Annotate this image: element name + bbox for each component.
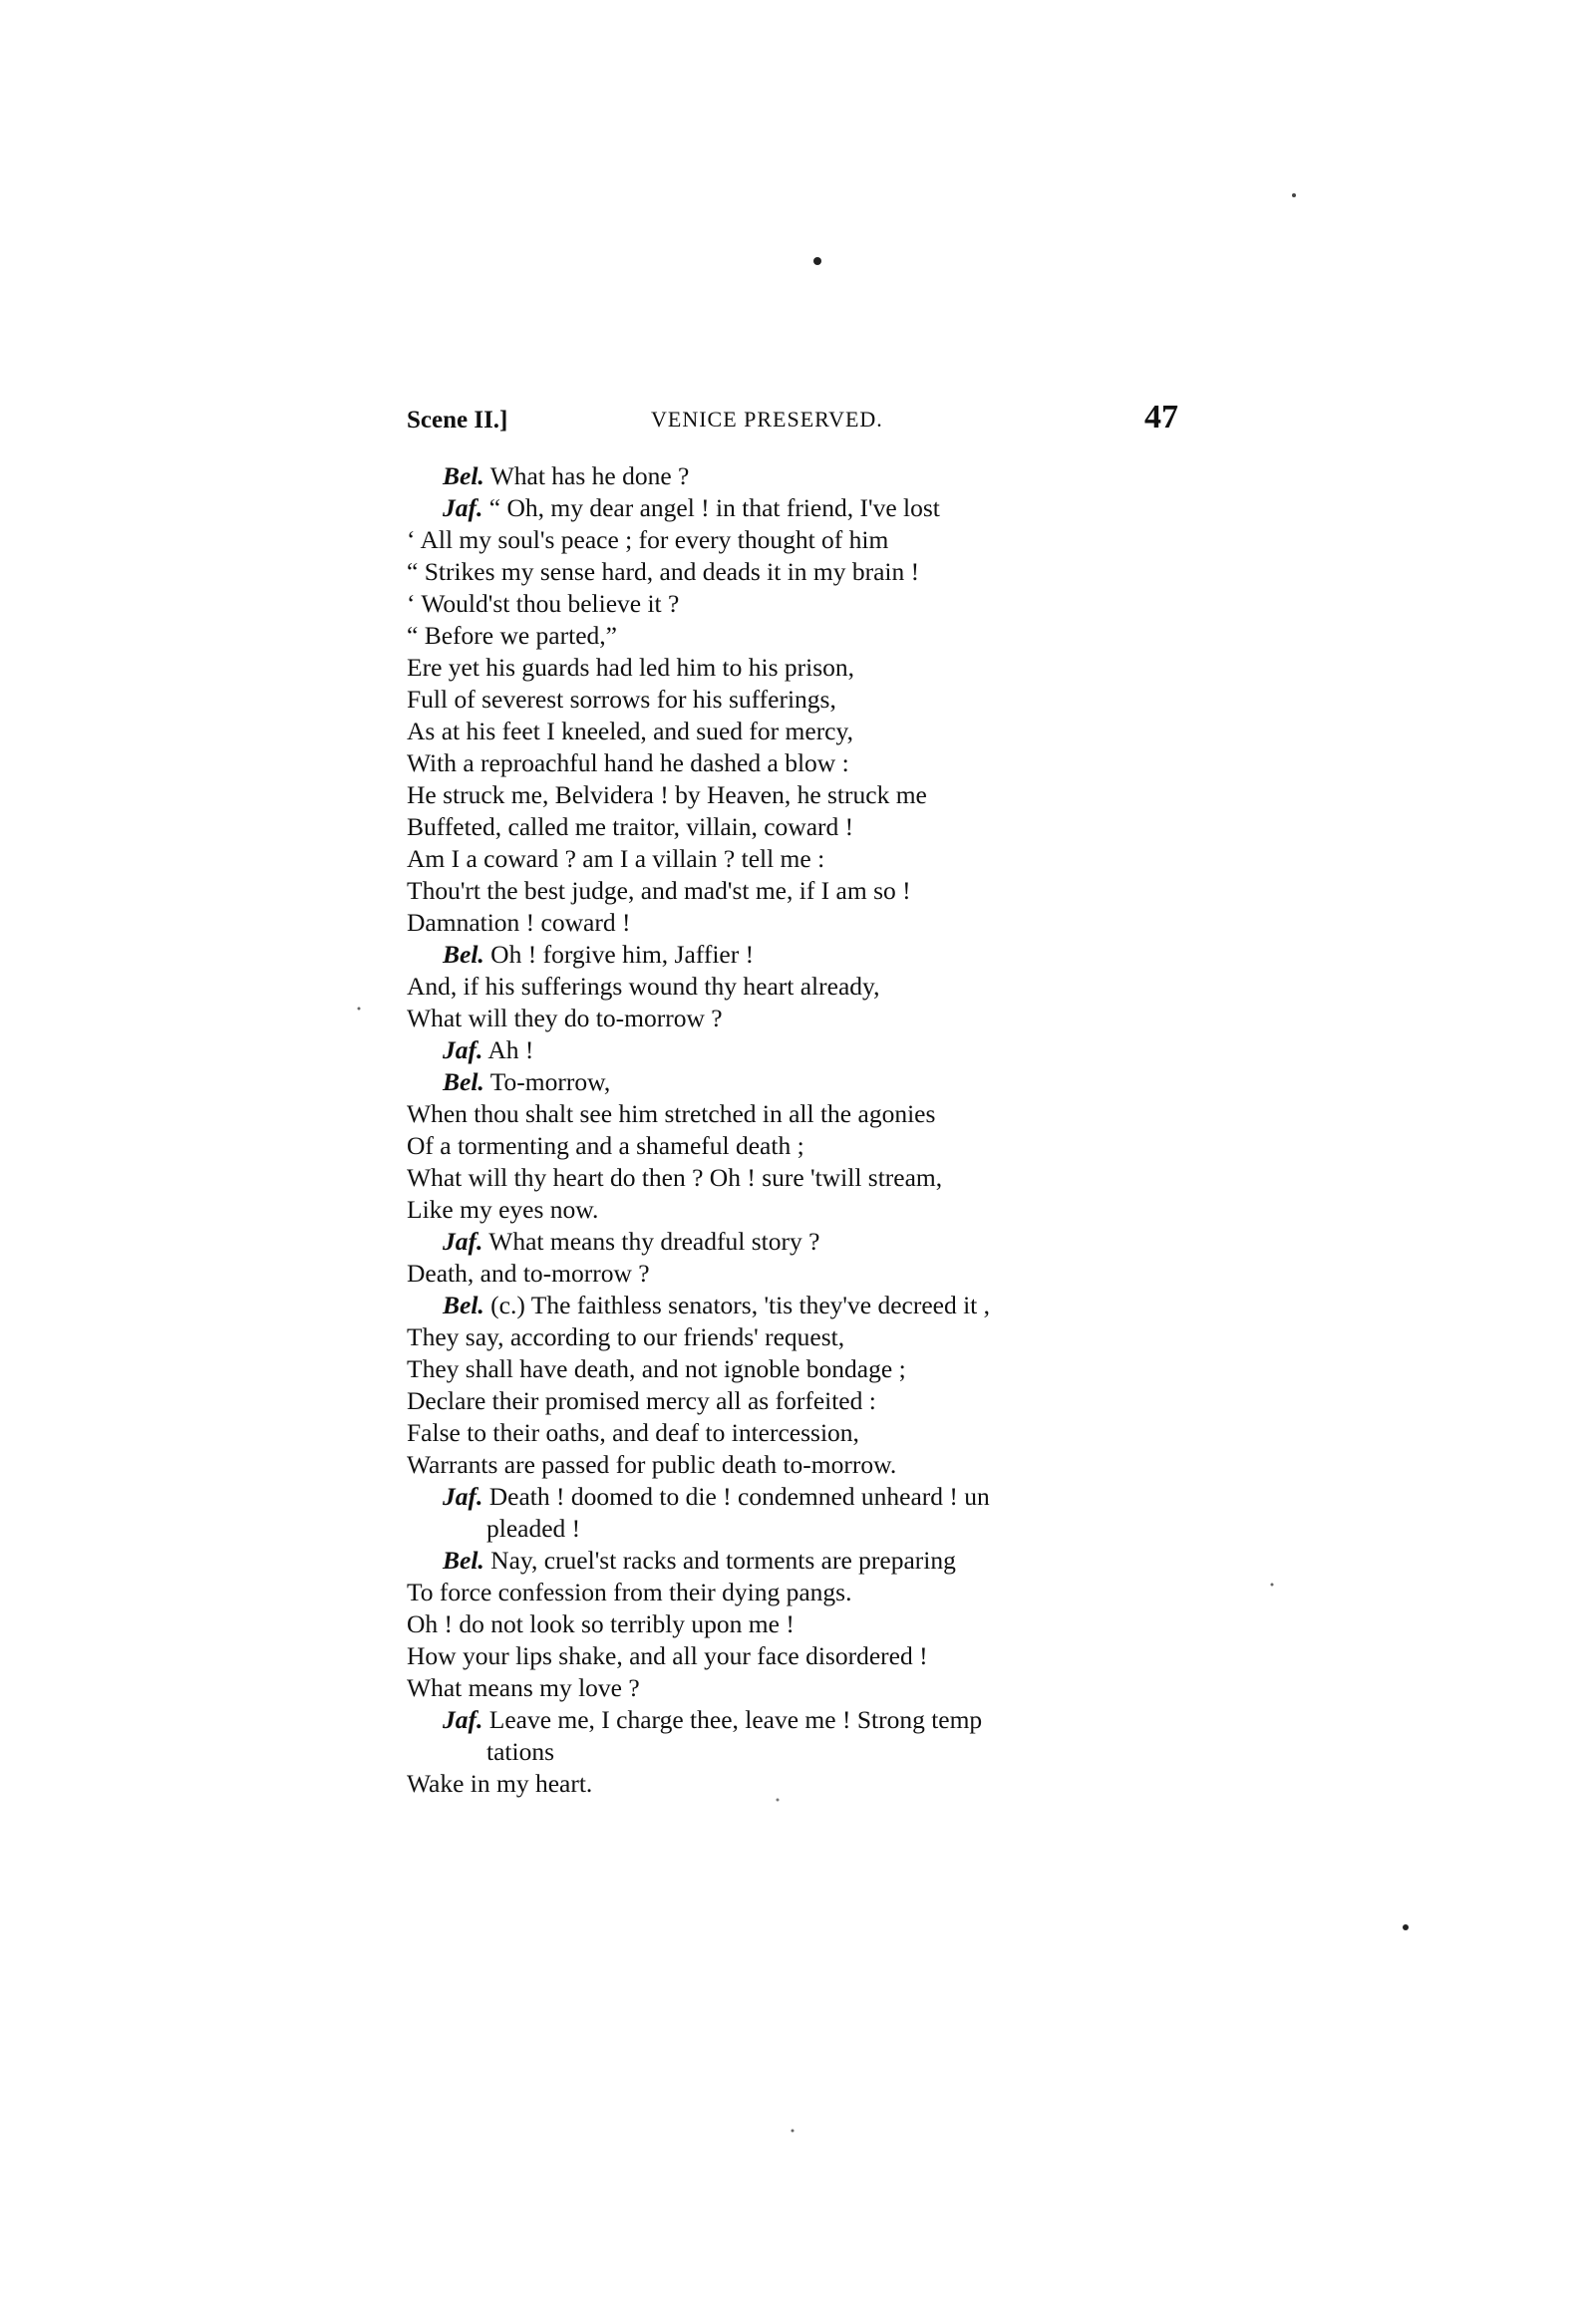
speck bbox=[1271, 1584, 1274, 1587]
line-text: What will thy heart do then ? Oh ! sure 'twill stream, bbox=[407, 1163, 943, 1192]
text-line bbox=[407, 588, 1224, 620]
text-line bbox=[407, 811, 1224, 843]
line-text: ‘ Would'st thou believe it ? bbox=[407, 589, 680, 618]
text-line bbox=[407, 1640, 1224, 1672]
line-text: Am I a coward ? am I a villain ? tell me : bbox=[407, 844, 825, 873]
text-line bbox=[407, 1768, 1224, 1800]
play-text bbox=[407, 460, 1224, 1800]
text-line bbox=[407, 1321, 1224, 1353]
line-text: He struck me, Belvidera ! by Heaven, he struck me bbox=[407, 780, 927, 809]
text-line bbox=[407, 1066, 1224, 1098]
line-text: Ah ! bbox=[482, 1035, 534, 1064]
text-line bbox=[407, 1513, 1224, 1545]
text-line bbox=[407, 1226, 1224, 1258]
text-line bbox=[407, 460, 1224, 492]
line-text: And, if his sufferings wound thy heart already, bbox=[407, 972, 880, 1001]
speaker-name: Jaf. bbox=[443, 1482, 483, 1511]
line-text: “ Before we parted,” bbox=[407, 621, 617, 650]
line-text: tations bbox=[486, 1737, 554, 1766]
line-text: They shall have death, and not ignoble bondage ; bbox=[407, 1354, 906, 1383]
line-text: As at his feet I kneeled, and sued for mercy, bbox=[407, 717, 853, 745]
line-text: What means my love ? bbox=[407, 1673, 640, 1702]
page-number: 47 bbox=[1144, 399, 1178, 436]
text-line bbox=[407, 716, 1224, 747]
line-text: Warrants are passed for public death to-morrow. bbox=[407, 1450, 897, 1479]
line-text: Ere yet his guards had led him to his prison, bbox=[407, 653, 855, 682]
speaker-name: Bel. bbox=[443, 1067, 484, 1096]
text-line bbox=[407, 1290, 1224, 1321]
line-text: Wake in my heart. bbox=[407, 1769, 593, 1798]
line-text: Buffeted, called me traitor, villain, coward ! bbox=[407, 812, 854, 841]
text-line bbox=[407, 1577, 1224, 1608]
text-line bbox=[407, 1481, 1224, 1513]
line-text: What means thy dreadful story ? bbox=[482, 1227, 820, 1256]
line-text: Leave me, I charge thee, leave me ! Strong temp bbox=[482, 1705, 983, 1734]
line-text: Damnation ! coward ! bbox=[407, 908, 631, 937]
line-text: With a reproachful hand he dashed a blow : bbox=[407, 748, 849, 777]
text-line bbox=[407, 939, 1224, 971]
speaker-name: Jaf. bbox=[443, 1035, 483, 1064]
text-line bbox=[407, 620, 1224, 652]
line-text: They say, according to our friends' request, bbox=[407, 1322, 845, 1351]
text-line bbox=[407, 556, 1224, 588]
speaker-name: Bel. bbox=[443, 1291, 484, 1319]
line-text: When thou shalt see him stretched in all the agonies bbox=[407, 1099, 936, 1128]
text-line bbox=[407, 1194, 1224, 1226]
text-line bbox=[407, 1385, 1224, 1417]
text-line bbox=[407, 1608, 1224, 1640]
line-text: “ Oh, my dear angel ! in that friend, I've lost bbox=[482, 493, 940, 522]
text-line bbox=[407, 843, 1224, 875]
text-line bbox=[407, 907, 1224, 939]
speck bbox=[792, 2130, 795, 2133]
speck bbox=[813, 257, 821, 265]
line-text: “ Strikes my sense hard, and deads it in my brain ! bbox=[407, 557, 920, 586]
text-line bbox=[407, 492, 1224, 524]
line-text: To force confession from their dying pangs. bbox=[407, 1578, 852, 1606]
line-text: How your lips shake, and all your face disordered ! bbox=[407, 1641, 928, 1670]
text-line bbox=[407, 1098, 1224, 1130]
text-line bbox=[407, 875, 1224, 907]
text-line bbox=[407, 1672, 1224, 1704]
text-line bbox=[407, 652, 1224, 684]
speaker-name: Bel. bbox=[443, 461, 484, 490]
running-title: VENICE PRESERVED. bbox=[651, 407, 883, 432]
line-text: Declare their promised mercy all as forfeited : bbox=[407, 1386, 876, 1415]
text-line bbox=[407, 779, 1224, 811]
line-text: What has he done ? bbox=[483, 461, 690, 490]
text-line bbox=[407, 684, 1224, 716]
line-text: Death ! doomed to die ! condemned unheard ! un bbox=[482, 1482, 990, 1511]
speaker-name: Jaf. bbox=[443, 1705, 483, 1734]
speaker-name: Bel. bbox=[443, 1546, 484, 1575]
line-text: Of a tormenting and a shameful death ; bbox=[407, 1131, 804, 1160]
speaker-name: Bel. bbox=[443, 940, 484, 969]
line-text: (c.) The faithless senators, 'tis they've decreed it , bbox=[483, 1291, 991, 1319]
line-text: To-morrow, bbox=[483, 1067, 611, 1096]
text-line bbox=[407, 1003, 1224, 1034]
line-text: False to their oaths, and deaf to intercession, bbox=[407, 1418, 859, 1447]
line-text: Oh ! forgive him, Jaffier ! bbox=[483, 940, 755, 969]
text-line bbox=[407, 1449, 1224, 1481]
line-text: Full of severest sorrows for his sufferings, bbox=[407, 685, 836, 714]
text-line bbox=[407, 1736, 1224, 1768]
text-line bbox=[407, 1353, 1224, 1385]
text-line bbox=[407, 1162, 1224, 1194]
text-line bbox=[407, 747, 1224, 779]
text-line bbox=[407, 1034, 1224, 1066]
line-text: ‘ All my soul's peace ; for every thought of him bbox=[407, 525, 889, 554]
speck bbox=[1292, 193, 1296, 197]
text-line bbox=[407, 1704, 1224, 1736]
speck bbox=[358, 1008, 361, 1011]
line-text: pleaded ! bbox=[486, 1514, 581, 1543]
speaker-name: Jaf. bbox=[443, 493, 483, 522]
speaker-name: Jaf. bbox=[443, 1227, 483, 1256]
speck bbox=[1403, 1924, 1409, 1930]
text-line bbox=[407, 1417, 1224, 1449]
text-line bbox=[407, 1130, 1224, 1162]
line-text: Death, and to-morrow ? bbox=[407, 1259, 650, 1288]
text-line bbox=[407, 971, 1224, 1003]
scene-label: Scene II.] bbox=[407, 407, 508, 434]
line-text: Nay, cruel'st racks and torments are preparing bbox=[483, 1546, 956, 1575]
running-header bbox=[407, 399, 1184, 442]
line-text: Thou'rt the best judge, and mad'st me, if I am so ! bbox=[407, 876, 911, 905]
line-text: Oh ! do not look so terribly upon me ! bbox=[407, 1609, 795, 1638]
line-text: What will they do to-morrow ? bbox=[407, 1004, 723, 1032]
text-line bbox=[407, 524, 1224, 556]
text-line bbox=[407, 1258, 1224, 1290]
text-line bbox=[407, 1545, 1224, 1577]
line-text: Like my eyes now. bbox=[407, 1195, 599, 1224]
